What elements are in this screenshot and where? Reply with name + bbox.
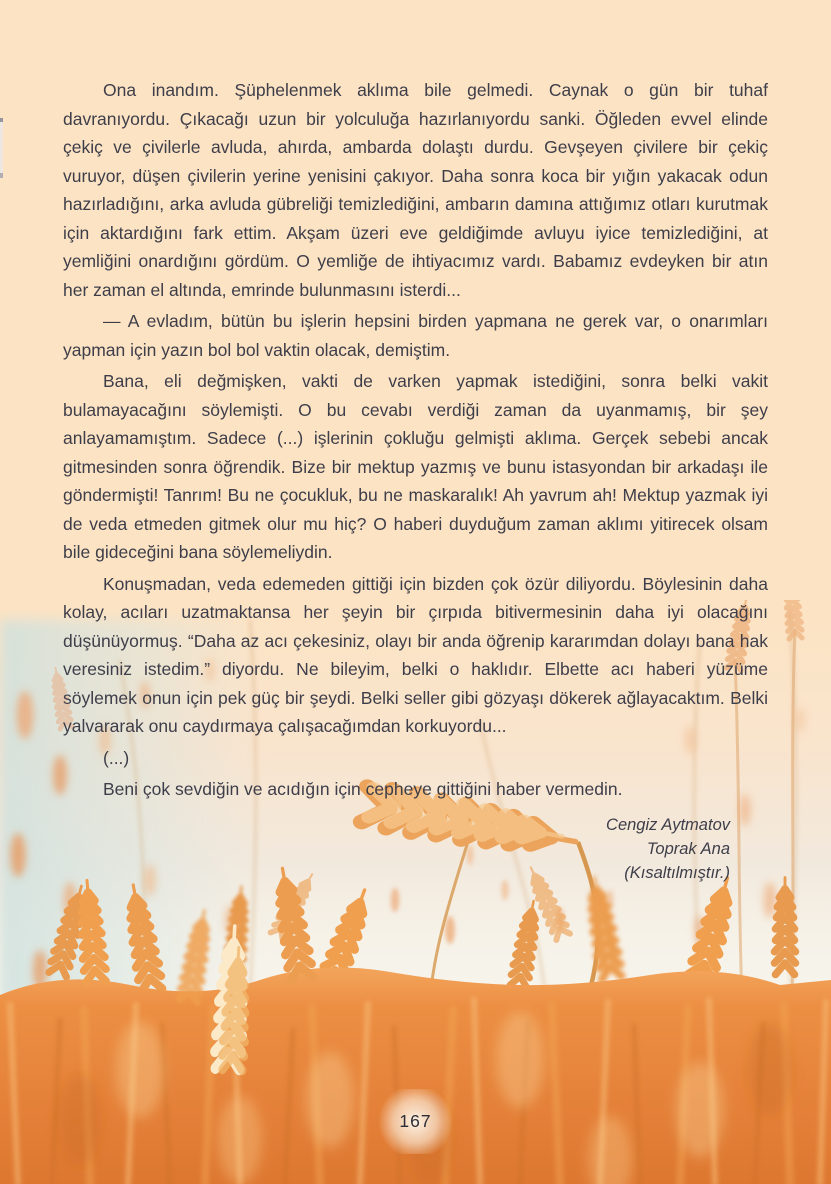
page-footer <box>0 1089 831 1154</box>
page-edge-mark <box>0 118 3 178</box>
attribution-work-title: Toprak Ana <box>646 839 730 858</box>
attribution-note: (Kısaltılmıştır.) <box>624 863 730 882</box>
passage-paragraph: Konuşmadan, veda edemeden gittiği için bizden çok özür diliyordu. Böylesinin daha kolay, acıları uzatmaktansa her şeyin bir çırpıda bitivermesinin daha iyi olacağını düşünüyormuş. “Daha az acı çekesiniz, olayı bir anda öğrenip kararımdan dolayı bana hak veresiniz istedim.” diyordu. Ne bileyim, belki o haklıdır. Elbette acı haberi yüzüme söylemek onun için pek güç bir şeydi. Belki seller gibi gözyaşı dökerek ağlayacaktım. Belki yalvararak onu caydırmaya çalışacağımdan korkuyordu... <box>63 573 768 736</box>
passage-ellipsis-line: (...) <box>103 747 130 768</box>
attribution-block <box>63 813 768 885</box>
passage-paragraph: Beni çok sevdiğin ve acıdığın için cepheye gittiğini haber vermedin. <box>103 779 623 799</box>
attribution-author: Cengiz Aytmatov <box>606 815 730 834</box>
passage-paragraph: Bana, eli değmişken, vakti de varken yapmak istediğini, sonra belki vakit bulamayacağını söylemişti. O bu cevabı verdiği zaman da uyanmamış, bir şey anlayamamıştım. Sadece (...) işlerinin çokluğu gelmişti aklıma. Gerçek sebebi ancak gitmesinden sonra öğrendik. Bize bir mektup yazmış ve bunu istasyondan bir arkadaşı ile göndermişti! Tanrım! Bu ne çocukluk, bu ne maskaralık! Ah yavrum ah! Mektup yazmak iyi de veda etmeden gitmek olur mu hiç? O haberi duyduğum zaman aklımı yitirecek olsam bile gideceğini bana söylemeliydin. <box>63 371 768 562</box>
passage-paragraph: Ona inandım. Şüphelenmek aklıma bile gelmedi. Caynak o gün bir tuhaf davranıyordu. Çıkacağı uzun bir yolculuğa hazırlanıyordu sanki. Öğleden evvel elinde çekiç ve çivilerle avluda, ahırda, ambarda dolaştı durdu. Gevşeyen çivilere bir çekiç vuruyor, düşen çivilerin yerine yenisini çakıyor. Daha sonra koca bir yığın yakacak odun hazırladığını, arka avluda gübreliği temizlediğini, ambarın damına attığımız otları kurutmak için aktardığını fark ettim. Akşam üzeri eve geldiğimde avluyu iyice temizlediğini, at yemliğini onardığını gördüm. O yemliğe de ihtiyacımız vardı. Babamız evdeyken bir atın her zaman el altında, emrinde bulunmasını isterdi... <box>63 80 768 300</box>
passage-paragraph-dialogue: — A evladım, bütün bu işlerin hepsini birden yapmana ne gerek var, o onarımları yapman için yazın bol bol vaktin olacak, demiştim. <box>63 311 768 360</box>
page-number: 167 <box>373 1089 457 1154</box>
